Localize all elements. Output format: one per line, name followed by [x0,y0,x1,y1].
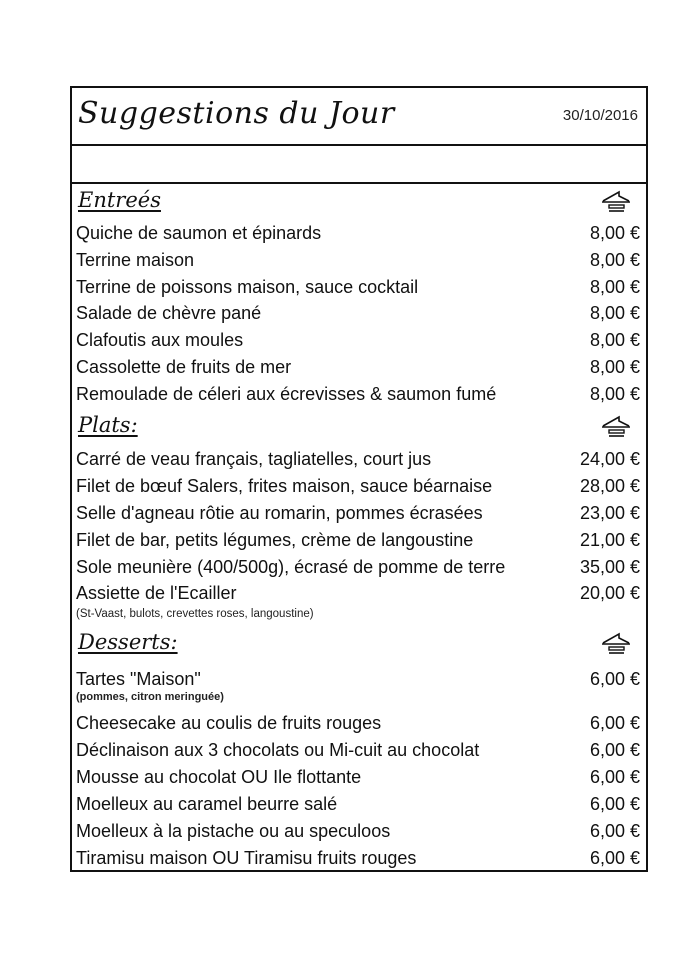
item-price: 8,00 € [589,223,640,243]
blank-row [72,146,646,184]
item-price: 28,00 € [579,476,640,496]
item-note: (pommes, citron meringuée) [76,691,224,703]
menu-item [76,354,640,380]
item-name: Clafoutis aux moules [76,330,244,350]
menu-item [76,220,640,246]
item-price: 8,00 € [589,357,640,377]
item-name: Carré de veau français, tagliatelles, court jus [76,449,432,469]
item-name: Filet de bar, petits légumes, crème de langoustine [76,530,474,550]
menu-item [76,446,640,472]
menu-item [76,818,640,844]
menu-item [76,500,640,526]
menu-item [76,300,640,326]
item-price: 8,00 € [589,303,640,323]
item-name: Quiche de saumon et épinards [76,223,322,243]
section-title-desserts: Desserts: [78,630,178,654]
menu-item [76,554,640,580]
menu-item [76,764,640,790]
item-name: Cheesecake au coulis de fruits rouges [76,713,382,733]
menu-item [76,527,640,553]
item-price: 6,00 € [589,669,640,689]
menu-title: Suggestions du Jour [78,96,395,131]
item-price: 20,00 € [579,583,640,603]
item-name: Salade de chèvre pané [76,303,262,323]
menu-item [76,327,640,353]
header-row [72,88,646,146]
item-name: Tartes "Maison" [76,669,201,689]
menu-frame [70,86,648,872]
item-price: 8,00 € [589,277,640,297]
menu-item [76,845,640,871]
item-price: 8,00 € [589,250,640,270]
menu-content [72,184,646,870]
menu-item [76,473,640,499]
item-price: 8,00 € [589,330,640,350]
item-price: 6,00 € [589,740,640,760]
item-name: Tiramisu maison OU Tiramisu fruits rouges [76,848,417,868]
item-name: Mousse au chocolat OU Ile flottante [76,767,362,787]
item-price: 24,00 € [579,449,640,469]
menu-item [76,381,640,407]
item-name: Remoulade de céleri aux écrevisses & saumon fumé [76,384,497,404]
menu-item [76,580,640,606]
item-name: Assiette de l'Ecailler [76,583,237,603]
menu-item [76,666,640,692]
item-price: 6,00 € [589,794,640,814]
section-title-plats: Plats: [78,413,138,437]
house-icon [600,190,632,214]
item-price: 23,00 € [579,503,640,523]
item-name: Filet de bœuf Salers, frites maison, sauce béarnaise [76,476,493,496]
menu-item [76,274,640,300]
item-name: Moelleux à la pistache ou au speculoos [76,821,391,841]
item-name: Déclinaison aux 3 chocolats ou Mi-cuit au chocolat [76,740,480,760]
menu-item [76,247,640,273]
item-price: 6,00 € [589,767,640,787]
house-icon [600,632,632,656]
item-name: Cassolette de fruits de mer [76,357,292,377]
item-price: 6,00 € [589,848,640,868]
item-name: Terrine maison [76,250,195,270]
item-name: Moelleux au caramel beurre salé [76,794,338,814]
menu-item [76,710,640,736]
item-name: Sole meunière (400/500g), écrasé de pomme de terre [76,557,506,577]
item-note: (St-Vaast, bulots, crevettes roses, langoustine) [76,608,314,620]
house-icon [600,415,632,439]
menu-item [76,791,640,817]
item-price: 21,00 € [579,530,640,550]
item-price: 8,00 € [589,384,640,404]
item-price: 6,00 € [589,821,640,841]
item-price: 35,00 € [579,557,640,577]
item-name: Selle d'agneau rôtie au romarin, pommes écrasées [76,503,483,523]
menu-date: 30/10/2016 [562,107,638,124]
section-title-entrees: Entreés [78,188,161,212]
item-price: 6,00 € [589,713,640,733]
item-name: Terrine de poissons maison, sauce cocktail [76,277,419,297]
menu-item [76,737,640,763]
